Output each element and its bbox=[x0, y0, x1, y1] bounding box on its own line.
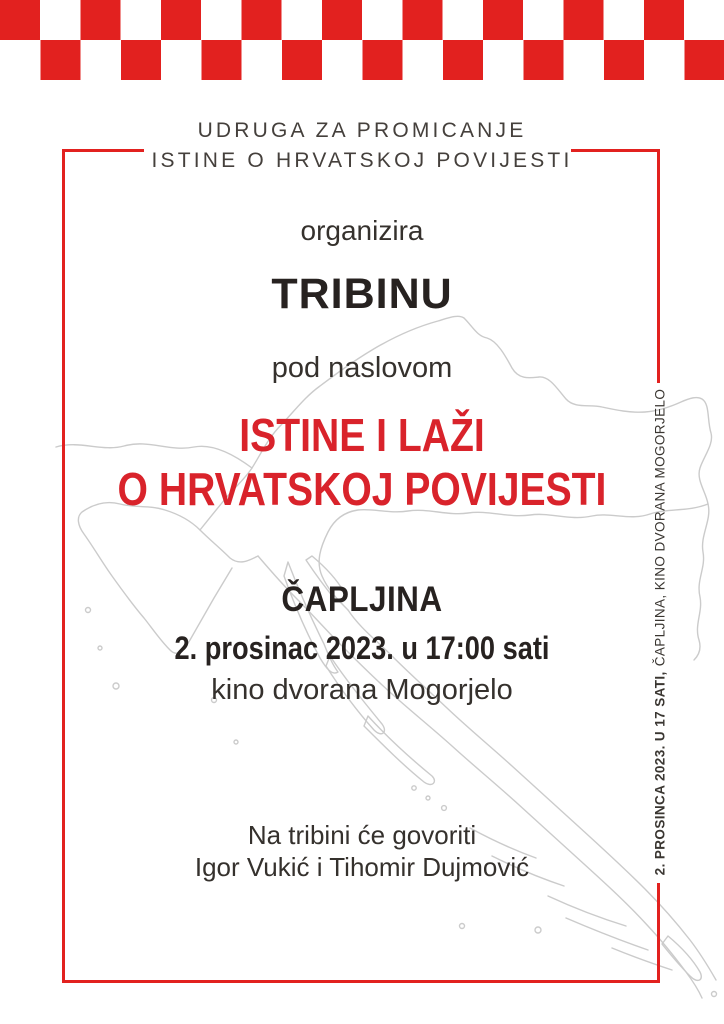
main-title-line1: ISTINE I LAŽI bbox=[239, 409, 485, 461]
subtitle-label: pod naslovom bbox=[271, 352, 453, 384]
association-name-line1: UDRUGA ZA PROMICANJE bbox=[197, 119, 527, 142]
frame-bottom-border bbox=[62, 980, 660, 983]
association-name-line2: ISTINE O HRVATSKOJ POVIJESTI bbox=[151, 149, 573, 172]
side-note-venue: ČAPLJINA, KINO DVORANA MOGORJELO bbox=[652, 388, 668, 667]
frame-right-border-top bbox=[657, 149, 660, 383]
association-name bbox=[2, 116, 722, 176]
side-note-datetime: 2. PROSINCA 2023. U 17 SATI, bbox=[652, 671, 668, 876]
main-title-line2: O HRVATSKOJ POVIJESTI bbox=[117, 463, 607, 515]
main-title bbox=[56, 408, 668, 516]
organizes-label: organizira bbox=[300, 215, 424, 246]
venue-name: kino dvorana Mogorjelo bbox=[211, 674, 513, 706]
city-name: ČAPLJINA bbox=[281, 580, 443, 619]
side-note-vertical bbox=[653, 380, 671, 885]
event-type-title: TRIBINU bbox=[271, 270, 453, 318]
speakers-names: Igor Vukić i Tihomir Dujmović bbox=[194, 852, 530, 882]
frame-right-border-bottom bbox=[657, 883, 660, 983]
event-datetime: 2. prosinac 2023. u 17:00 sati bbox=[174, 630, 550, 666]
speakers-intro: Na tribini će govoriti bbox=[247, 820, 477, 850]
